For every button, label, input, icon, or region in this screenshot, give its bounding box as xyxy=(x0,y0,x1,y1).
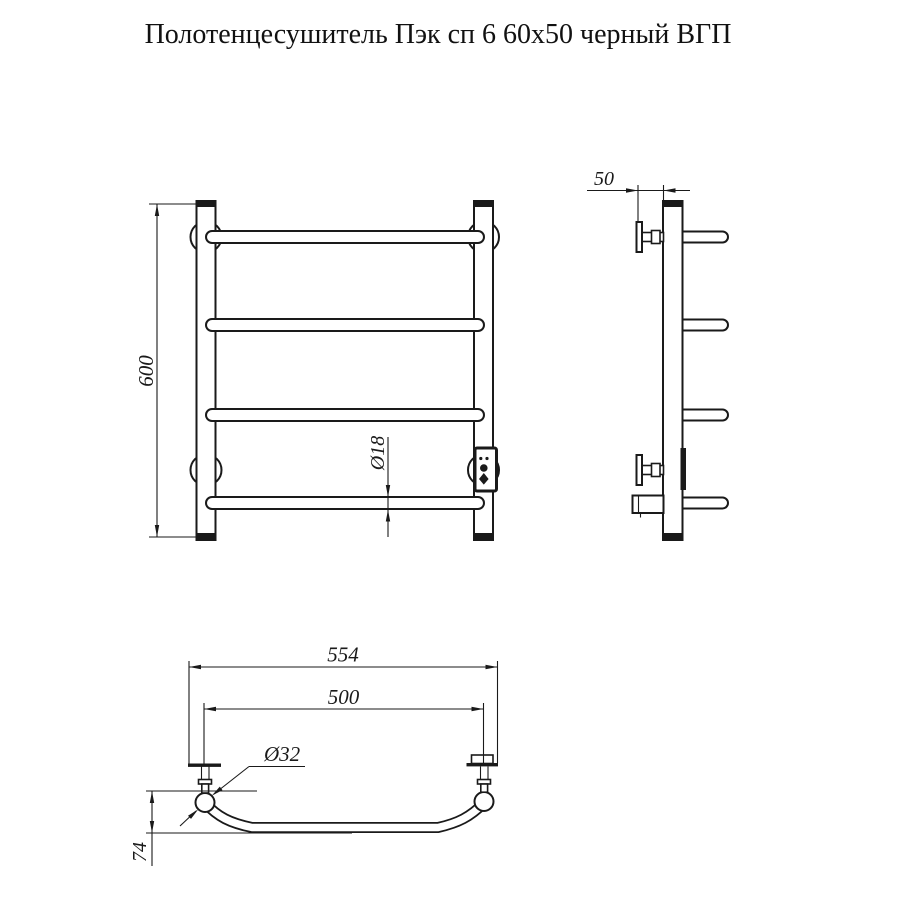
dim-d32-label: Ø32 xyxy=(264,742,301,766)
heating-element-housing xyxy=(633,496,664,518)
top-bracket-right xyxy=(472,755,494,792)
dim-554-label: 554 xyxy=(327,642,359,667)
regulator-box xyxy=(475,448,497,491)
top-view xyxy=(129,643,498,867)
left-rail-top-cap xyxy=(196,200,217,207)
side-bar-2 xyxy=(676,320,728,331)
right-rail-top-cap xyxy=(473,200,494,207)
dim-600-label: 600 xyxy=(134,355,158,387)
side-rail xyxy=(663,201,683,540)
left-rail xyxy=(197,201,216,540)
bar-4 xyxy=(206,497,484,509)
dim-tube-diameter-18 xyxy=(367,436,390,537)
side-wall-bracket-top xyxy=(637,222,664,252)
front-view xyxy=(134,200,499,540)
dim-50-label: 50 xyxy=(594,168,614,190)
dim-d18-label: Ø18 xyxy=(367,435,389,471)
dim-500-label: 500 xyxy=(327,685,360,709)
wall-plate-left xyxy=(188,764,221,767)
side-wall-bracket-bottom xyxy=(637,455,664,485)
regulator-top-box xyxy=(472,755,494,764)
top-bracket-left xyxy=(199,767,212,794)
dim-height-600 xyxy=(134,204,198,537)
bottom-bar-tube xyxy=(205,803,484,828)
drawing-title: Полотенцесушитель Пэк сп 6 60x50 черный ВГП xyxy=(144,19,732,50)
side-view xyxy=(587,168,728,540)
regulator-knob xyxy=(480,464,488,472)
regulator-edge-strip xyxy=(681,448,687,490)
regulator-dot-left xyxy=(479,457,482,460)
rail-section-right xyxy=(475,792,494,811)
bar-1 xyxy=(206,231,484,243)
rail-section-left xyxy=(196,793,215,812)
left-rail-bottom-cap xyxy=(196,533,217,540)
dim-spacing-500 xyxy=(204,685,484,764)
side-bar-3 xyxy=(676,410,728,421)
bar-3 xyxy=(206,409,484,421)
regulator-dot-right xyxy=(485,457,488,460)
side-bar-4 xyxy=(676,498,728,509)
right-rail-bottom-cap xyxy=(473,533,494,540)
side-rail-bottom-cap xyxy=(662,533,684,540)
bar-2 xyxy=(206,319,484,331)
side-bar-1 xyxy=(676,232,728,243)
dim-74-label: 74 xyxy=(129,842,151,862)
side-rail-top-cap xyxy=(662,200,684,207)
